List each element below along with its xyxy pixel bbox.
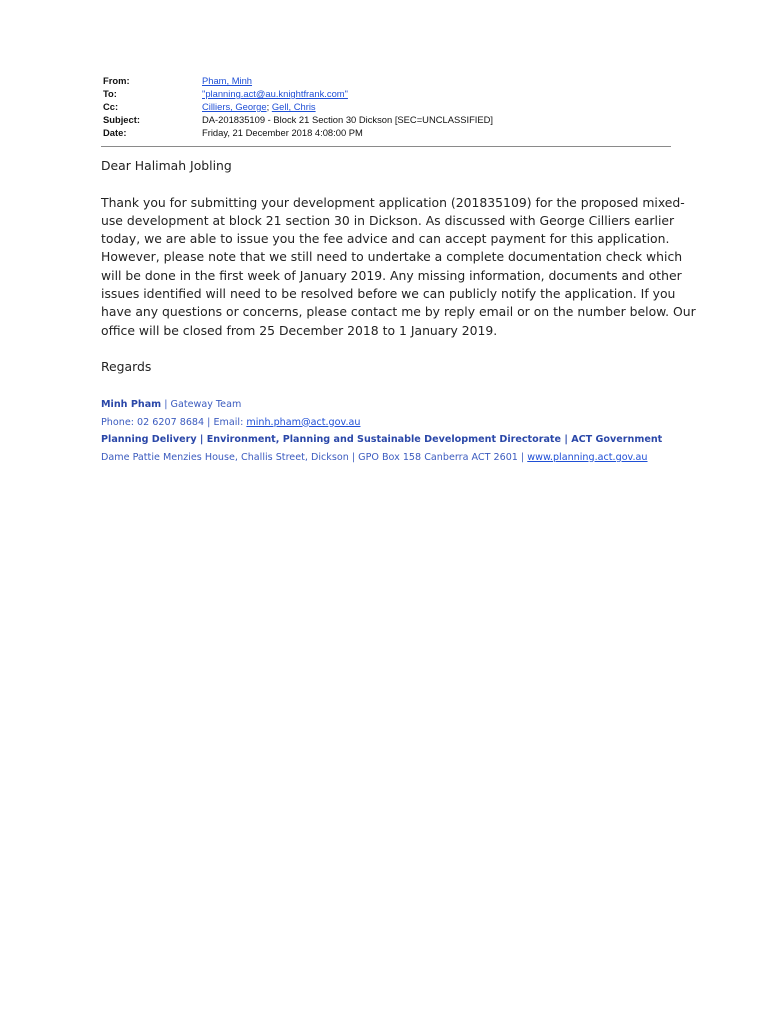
- paragraph-line: have any questions or concerns, please contact me by reply email or on the number below. Our: [101, 304, 696, 320]
- cc-separator: ;: [266, 101, 270, 112]
- subject-label: Subject:: [103, 114, 140, 125]
- to-label: To:: [103, 88, 117, 99]
- signature-name-line: [101, 396, 671, 414]
- header-divider: [101, 146, 671, 147]
- paragraph-line: issues identified will need to be resolved before we can publicly notify the application. If you: [101, 286, 676, 302]
- date-row: [103, 126, 671, 139]
- to-link[interactable]: "planning.act@au.knightfrank.com": [202, 88, 348, 99]
- paragraph-line: will be done in the first week of January 2019. Any missing information, documents and other: [101, 267, 682, 283]
- signature-team: | Gateway Team: [161, 399, 242, 410]
- from-row: [103, 74, 671, 87]
- signature-address: Dame Pattie Menzies House, Challis Street, Dickson | GPO Box 158 Canberra ACT 2601 |: [101, 451, 528, 463]
- paragraph-line: today, we are able to issue you the fee advice and can accept payment for this application.: [101, 231, 670, 247]
- signature-address-line: [101, 449, 671, 467]
- from-link[interactable]: Pham, Minh: [202, 75, 253, 86]
- from-label: From:: [103, 75, 130, 86]
- signature-phone: Phone: 02 6207 8684 | Email:: [101, 416, 247, 428]
- cc-link-gell[interactable]: Gell, Chris: [271, 101, 316, 112]
- greeting: Dear Halimah Jobling: [101, 158, 232, 173]
- date-value: Friday, 21 December 2018 4:08:00 PM: [202, 127, 363, 138]
- cc-link-cilliers[interactable]: Cilliers, George: [202, 101, 267, 112]
- date-label: Date:: [103, 127, 127, 138]
- subject-value: DA-201835109 - Block 21 Section 30 Dickson [SEC=UNCLASSIFIED]: [202, 114, 494, 125]
- closing: Regards: [101, 359, 152, 375]
- paragraph-line: However, please note that we still need to undertake a complete documentation check which: [101, 249, 683, 265]
- cc-row: [103, 100, 671, 113]
- signature-website-link[interactable]: www.planning.act.gov.au: [527, 451, 648, 463]
- paragraph-line: office will be closed from 25 December 2018 to 1 January 2019.: [101, 322, 498, 338]
- email-body: [101, 157, 696, 377]
- email-header: [103, 74, 671, 139]
- signature-email-link[interactable]: minh.pham@act.gov.au: [246, 416, 361, 428]
- paragraph-line: Thank you for submitting your development application (201835109) for the proposed mixed-: [101, 194, 685, 210]
- cc-label: Cc:: [103, 101, 119, 112]
- to-row: [103, 87, 671, 100]
- signature-contact-line: [101, 414, 671, 432]
- body-paragraph: [101, 194, 696, 340]
- signature-org: Planning Delivery | Environment, Planning and Sustainable Development Directorate | ACT Government: [101, 434, 663, 445]
- signature-block: [101, 396, 671, 466]
- signature-name: Minh Pham: [101, 399, 162, 410]
- subject-row: [103, 113, 671, 126]
- paragraph-line: use development at block 21 section 30 in Dickson. As discussed with George Cilliers earlier: [101, 212, 675, 228]
